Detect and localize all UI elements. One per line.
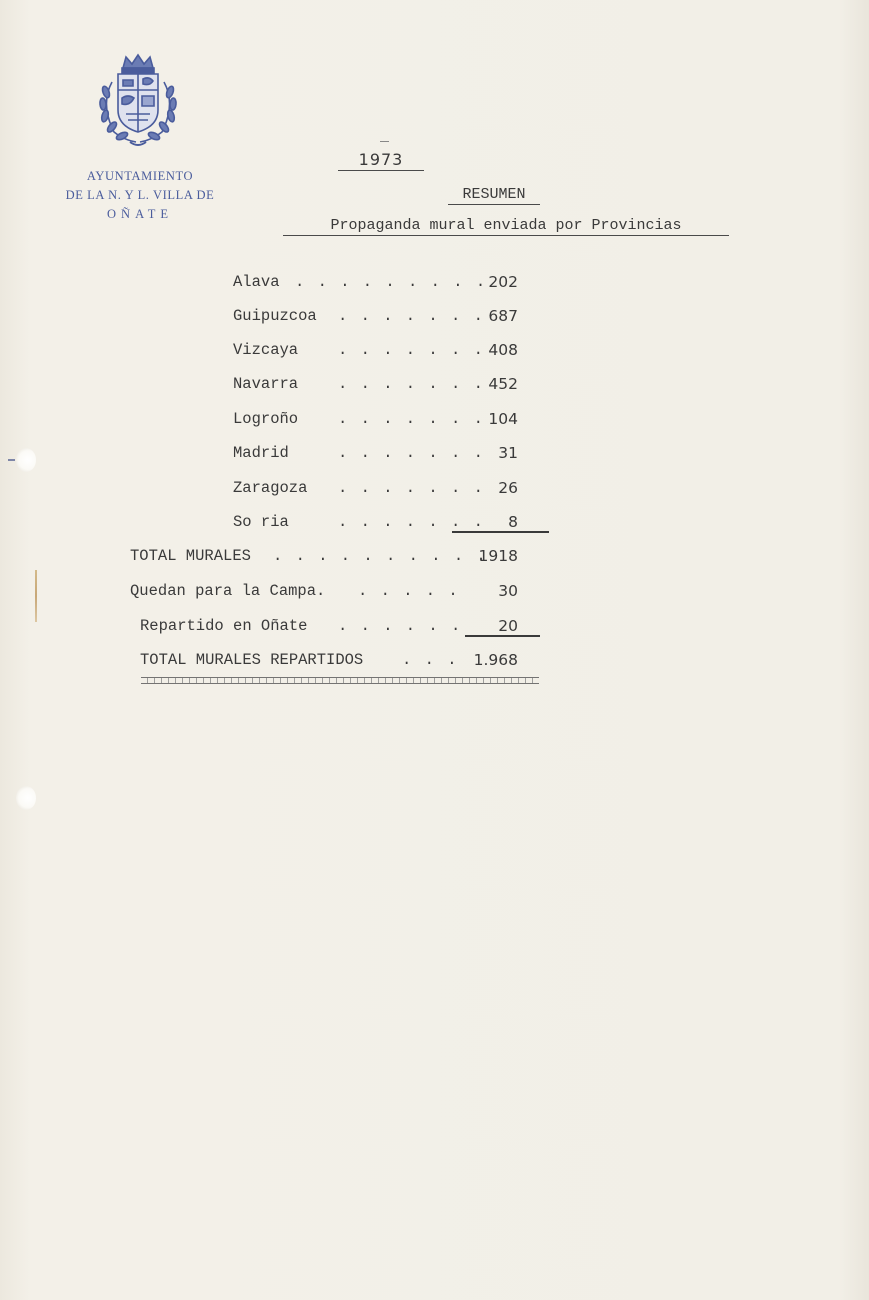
edge-stain	[35, 570, 37, 622]
total-murales-label: TOTAL MURALES	[130, 547, 251, 565]
province-name: So ria	[233, 513, 289, 531]
quedan-value: 30	[498, 582, 518, 600]
document-year: 1973	[338, 150, 424, 171]
leader-dots: . . . . . . .	[338, 307, 485, 325]
quedan-row	[130, 580, 523, 602]
year-tick-mark	[380, 141, 389, 142]
leader-dots: . . . . . . .	[338, 513, 485, 531]
list-item-vizcaya	[233, 339, 523, 361]
leader-dots: . . . . . . .	[338, 375, 485, 393]
leader-dots: . . . . . . .	[338, 410, 485, 428]
letterhead-line-3: OÑATE	[107, 207, 173, 221]
total-repartidos-value: 1.968	[473, 651, 518, 669]
province-value: 104	[488, 410, 518, 428]
total-repartidos-label: TOTAL MURALES REPARTIDOS	[140, 651, 364, 669]
leader-dots: . . . . . .	[338, 617, 463, 635]
letterhead	[52, 167, 228, 224]
province-name: Alava	[233, 273, 280, 291]
edge-ink-mark	[8, 459, 15, 461]
double-rule-divider	[141, 677, 539, 684]
letterhead-line-2: DE LA N. Y L. VILLA DE	[65, 188, 215, 202]
province-name: Zaragoza	[233, 479, 308, 497]
province-name: Navarra	[233, 375, 299, 393]
subtotal-underline	[452, 531, 549, 533]
punch-hole-top	[16, 448, 36, 472]
province-value: 687	[488, 307, 518, 325]
document-heading: RESUMEN	[448, 186, 540, 205]
list-item-alava	[233, 271, 523, 293]
leader-dots: . . . . . . . . . .	[273, 547, 488, 565]
leader-dots: . . . . . . . . .	[295, 273, 488, 291]
list-item-guipuzcoa	[233, 305, 523, 327]
list-item-soria	[233, 511, 523, 533]
list-item-madrid	[233, 442, 523, 464]
province-name: Guipuzcoa	[233, 307, 317, 325]
province-value: 8	[508, 513, 518, 531]
province-value: 452	[488, 375, 518, 393]
province-name: Vizcaya	[233, 341, 299, 359]
leader-dots: . . . . . . .	[338, 444, 485, 462]
province-value: 202	[488, 273, 518, 291]
repartido-value: 20	[498, 617, 518, 635]
province-value: 26	[498, 479, 518, 497]
total-murales-value: 1918	[478, 547, 518, 565]
total-murales-row	[130, 545, 523, 567]
leader-dots: . . . . . . .	[338, 341, 485, 359]
leader-dots: . . .	[402, 651, 459, 669]
leader-dots: . . . . .	[358, 582, 460, 600]
document-subtitle: Propaganda mural enviada por Provincias	[283, 217, 729, 236]
repartido-row	[140, 615, 523, 637]
total-repartidos-row	[140, 649, 523, 671]
list-item-navarra	[233, 373, 523, 395]
province-name: Madrid	[233, 444, 289, 462]
repartido-underline	[465, 635, 540, 637]
list-item-logrono	[233, 408, 523, 430]
punch-hole-bottom	[16, 786, 36, 810]
quedan-label: Quedan para la Campa.	[130, 582, 326, 600]
coat-of-arms-icon	[90, 52, 186, 150]
province-value: 31	[498, 444, 518, 462]
province-value: 408	[488, 341, 518, 359]
letterhead-line-1: AYUNTAMIENTO	[86, 169, 194, 183]
repartido-label: Repartido en Oñate	[140, 617, 308, 635]
list-item-zaragoza	[233, 477, 523, 499]
leader-dots: . . . . . . .	[338, 479, 485, 497]
province-name: Logroño	[233, 410, 299, 428]
